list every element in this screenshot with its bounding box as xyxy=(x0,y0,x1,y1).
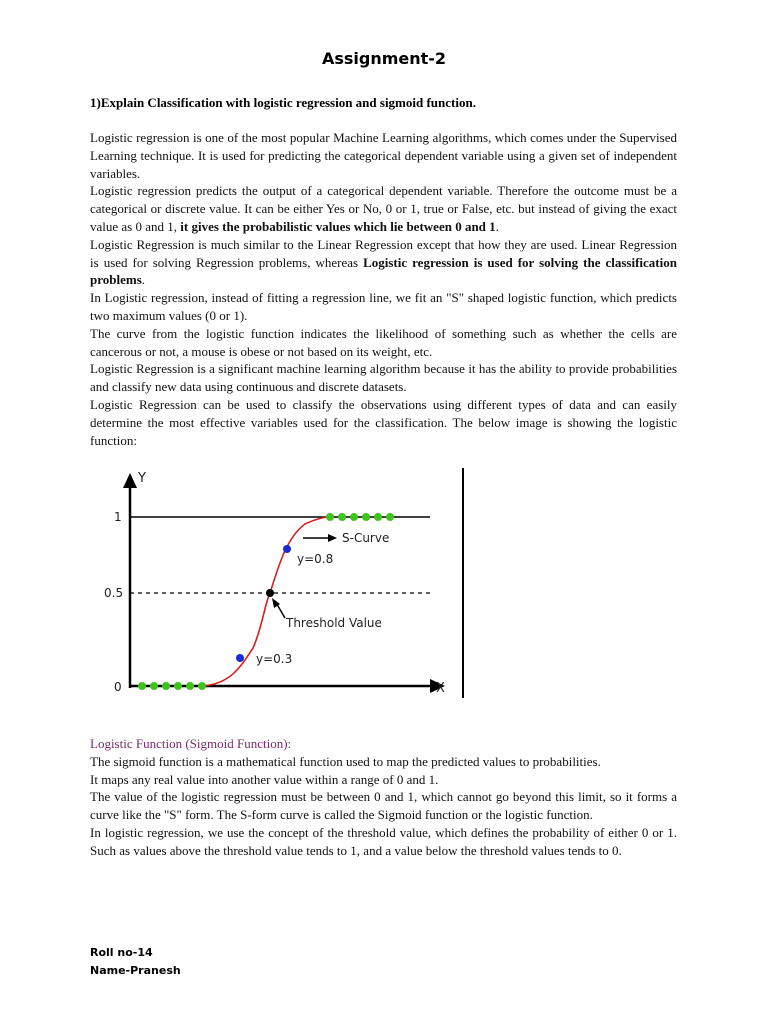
y-tick-0.5: 0.5 xyxy=(104,586,124,600)
paragraph-text: . xyxy=(141,272,146,288)
paragraph-text: The curve from the logistic function indicates the likelihood of something such as whether the cells are cancerous or not, a mouse is obese or not based on its weight, etc. xyxy=(90,325,677,359)
point-y-0.8 xyxy=(283,545,291,553)
y08-label: y=0.8 xyxy=(297,552,334,566)
bold-emphasis: Logistic regression is used for solving the classification problems xyxy=(90,254,677,288)
paragraph xyxy=(90,129,677,182)
paragraph-text: Logistic regression predicts the output of a categorical dependent variable. Therefore the outcome must be a categorical or discrete value. It can be either Yes or No, 0 or 1, true or False, etc. but instead of giving the exact value as 0 and 1, xyxy=(90,183,677,234)
high-point xyxy=(374,513,382,521)
paragraph: The sigmoid function is a mathematical function used to map the predicted values to probabilities. xyxy=(90,753,601,769)
high-point xyxy=(350,513,358,521)
low-point xyxy=(138,682,146,690)
body-paragraphs-2 xyxy=(90,735,677,860)
low-point xyxy=(198,682,206,690)
sigmoid-chart xyxy=(90,468,480,703)
question-heading: 1)Explain Classification with logistic regression and sigmoid function. xyxy=(90,95,476,110)
footer-name: Name-Pranesh xyxy=(90,964,181,977)
low-point xyxy=(186,682,194,690)
y-axis-arrow-icon xyxy=(123,473,137,488)
y03-label: y=0.3 xyxy=(256,652,293,666)
paragraph: It maps any real value into another value within a range of 0 and 1. xyxy=(90,771,439,787)
body-paragraphs-1 xyxy=(90,129,677,449)
paragraph xyxy=(90,325,677,361)
paragraph-text: . xyxy=(495,218,499,234)
high-point xyxy=(338,513,346,521)
paragraph xyxy=(90,236,677,289)
high-point xyxy=(362,513,370,521)
x-axis-label: X xyxy=(436,681,445,696)
paragraph-text: In Logistic regression, instead of fitting a regression line, we fit an "S" shaped logistic function, which predicts two maximum values (0 or 1). xyxy=(90,290,677,323)
paragraph xyxy=(90,396,677,449)
paragraph-text: Logistic Regression is much similar to the Linear Regression except that how they are used. Linear Regression is used for solving Regression problems, whereas xyxy=(90,236,677,270)
figure-caption: Logistic Function (Sigmoid Function): xyxy=(90,736,292,751)
footer-roll-number: Roll no-14 xyxy=(90,946,153,959)
y-axis-label: Y xyxy=(138,471,146,486)
page-title: Assignment-2 xyxy=(321,49,447,68)
s-curve-label: S-Curve xyxy=(342,531,390,545)
paragraph: In logistic regression, we use the concept of the threshold value, which defines the probability of either 0 or 1. Such as values above the threshold value tends to 1, and a value below the threshold values tends to 0. xyxy=(90,824,677,858)
high-point xyxy=(386,513,394,521)
paragraph xyxy=(90,289,677,325)
paragraph-text: Logistic Regression can be used to classify the observations using different types of data and can easily determine the most effective variables used for the classification. The below image is showing the logistic function: xyxy=(90,396,677,448)
paragraph xyxy=(90,182,677,235)
paragraph-text: Logistic Regression is a significant machine learning algorithm because it has the ability to provide probabilities and classify new data using continuous and discrete datasets. xyxy=(90,361,677,395)
bold-emphasis: it gives the probabilistic values which lie between 0 and 1 xyxy=(180,218,496,234)
point-y-0.3 xyxy=(236,654,244,662)
y-tick-0: 0 xyxy=(114,680,122,694)
low-point xyxy=(150,682,158,690)
paragraph xyxy=(90,360,677,396)
threshold-point xyxy=(266,589,274,597)
paragraph-text: Logistic regression is one of the most popular Machine Learning algorithms, which comes under the Supervised Learning technique. It is used for predicting the categorical dependent variable using a given set of independent variables. xyxy=(90,130,677,181)
threshold-label: Threshold Value xyxy=(286,616,382,630)
logistic-function-figure xyxy=(90,468,480,703)
y-tick-1: 1 xyxy=(114,510,122,524)
high-point xyxy=(326,513,334,521)
low-point xyxy=(162,682,170,690)
s-curve-arrow-icon xyxy=(328,534,337,542)
low-point xyxy=(174,682,182,690)
paragraph: The value of the logistic regression must be between 0 and 1, which cannot go beyond this limit, so it forms a curve like the "S" form. The S-form curve is called the Sigmoid function or the logistic function. xyxy=(90,789,677,823)
